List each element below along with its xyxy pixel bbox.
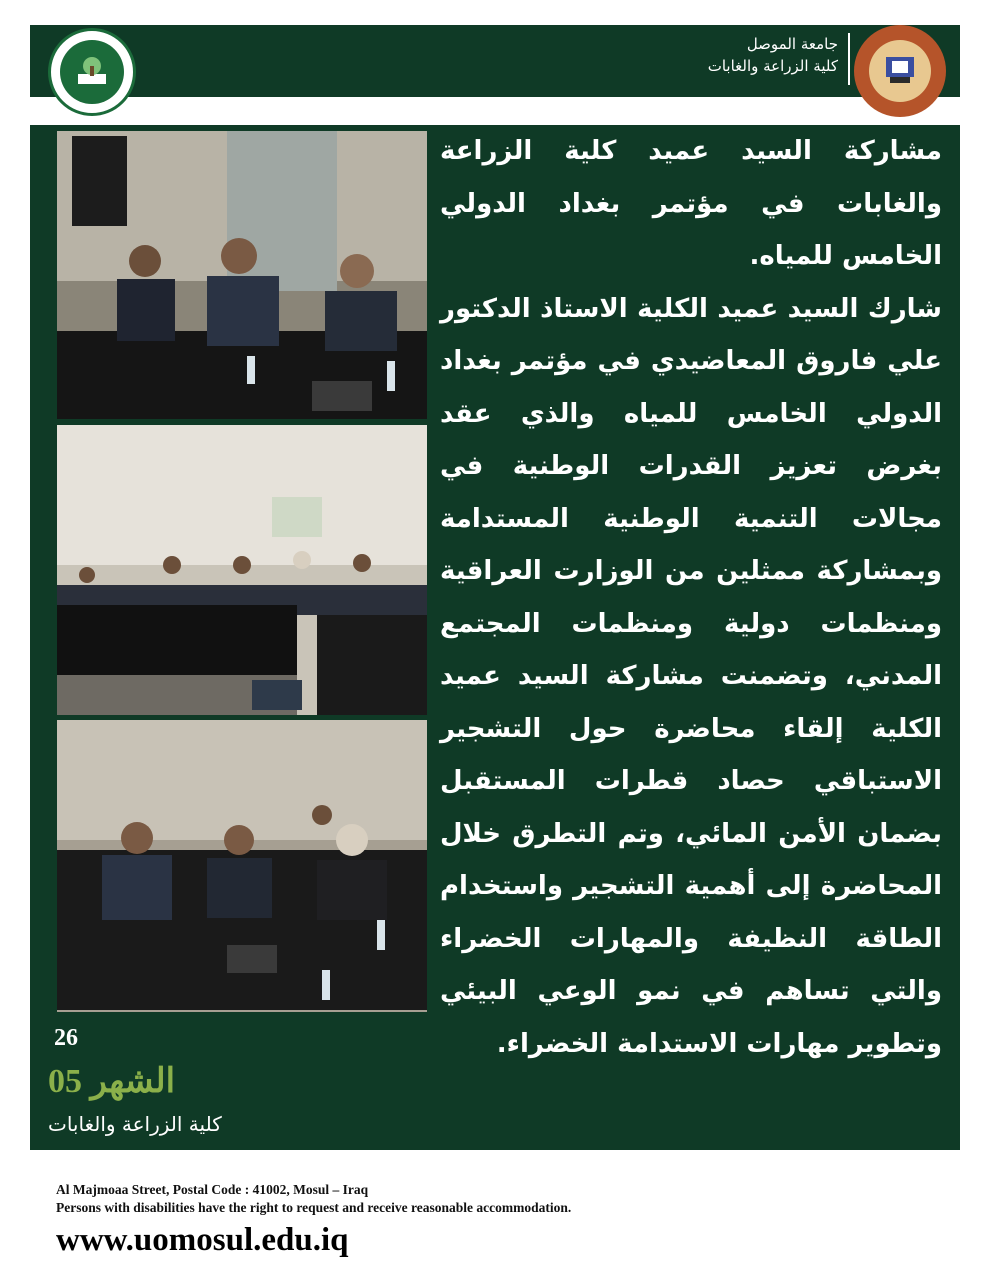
- page-number: 26: [54, 1025, 78, 1051]
- page-frame: [30, 25, 960, 1150]
- month-label: الشهر 05: [48, 1063, 176, 1100]
- article-body: شارك السيد عميد الكلية الاستاذ الدكتور علي فاروق المعاضيدي في مؤتمر بغداد الدولي الخامس للمياه والذي عقد بغرض تعزيز القدرات الوطنية في مجالات التنمية الوطنية المستدامة وبمشاركة ممثلين من الوزارت العراقية ومنظمات دولية ومنظمات المجتمع المدني، وتضمنت مشاركة السيد عميد الكلية إلقاء محاضرة حول التشجير الاستباقي حصاد قطرات المستقبل بضمان الأمن المائي، وتم التطرق خلال المحاضرة إلى أهمية التشجير واستخدام الطاقة النظيفة والمهارات الخضراء والتي تساهم في نمو الوعي البيئي وتطوير مهارات الاستدامة الخضراء.: [440, 293, 942, 1059]
- conference-photo-1: [57, 131, 427, 419]
- article: [440, 125, 942, 1070]
- footer-text: [56, 1181, 571, 1217]
- footer-website[interactable]: www.uomosul.edu.iq: [56, 1222, 349, 1258]
- article-title: مشاركة السيد عميد كلية الزراعة والغابات في مؤتمر بغداد الدولي الخامس للمياه.: [440, 136, 942, 271]
- conference-photo-2: [57, 425, 427, 715]
- university-logo: [854, 25, 946, 117]
- university-name: جامعة الموصل: [746, 35, 838, 53]
- conference-photo-3: [57, 720, 427, 1012]
- college-footer-label: كلية الزراعة والغابات: [48, 1112, 222, 1136]
- college-logo: [48, 28, 136, 116]
- footer-accessibility: Persons with disabilities have the right to request and receive reasonable accommodation.: [56, 1200, 572, 1215]
- header-divider: [848, 33, 850, 85]
- institution-names: [708, 33, 838, 77]
- footer-address: Al Majmoaa Street, Postal Code : 41002, Mosul – Iraq: [56, 1182, 369, 1197]
- header: [30, 25, 960, 125]
- college-name: كلية الزراعة والغابات: [707, 57, 838, 75]
